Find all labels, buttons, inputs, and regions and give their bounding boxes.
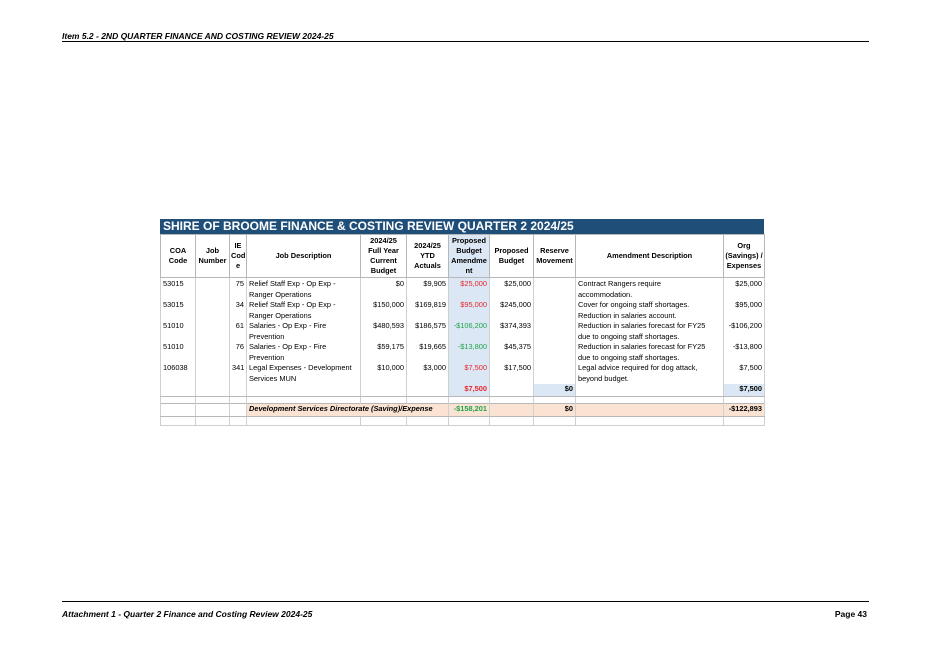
directorate-total-row (161, 404, 765, 417)
footer-rule (62, 601, 869, 602)
footer-attachment: Attachment 1 - Quarter 2 Finance and Costing Review 2024-25 (62, 609, 313, 619)
total-reserve: $0 (534, 404, 576, 417)
finance-review-sheet (160, 219, 764, 426)
coa-code-cell: 51010 (161, 321, 196, 342)
org-savings-cell: -$13,800 (724, 342, 765, 363)
ie-code-cell: 341 (230, 363, 247, 384)
reserve-movement-cell (534, 278, 576, 301)
proposed-budget-cell: $245,000 (490, 300, 534, 321)
ytd-actuals-cell: $169,819 (407, 300, 449, 321)
coa-code-cell: 53015 (161, 278, 196, 301)
page-header-title: Item 5.2 - 2ND QUARTER FINANCE AND COSTING REVIEW 2024-25 (62, 31, 334, 41)
ie-code-cell: 76 (230, 342, 247, 363)
job-number-cell (196, 342, 230, 363)
coa-code-cell: 51010 (161, 342, 196, 363)
directorate-total-label: Development Services Directorate (Saving)/Expense (247, 404, 449, 417)
amendment-cell: $95,000 (449, 300, 490, 321)
ie-code-cell: 34 (230, 300, 247, 321)
job-description-cell: Relief Staff Exp - Op Exp - Ranger Operations (247, 300, 361, 321)
org-savings-cell: $7,500 (724, 363, 765, 384)
amendment-cell: $25,000 (449, 278, 490, 301)
proposed-budget-cell: $374,393 (490, 321, 534, 342)
col-job-number: Job Number (196, 235, 230, 278)
header-rule (62, 41, 869, 42)
spacer-row (161, 397, 765, 404)
amendment-description-cell: Cover for ongoing staff shortages. Reduction in salaries account. (576, 300, 724, 321)
org-savings-cell: $25,000 (724, 278, 765, 301)
table-row (161, 363, 765, 384)
org-savings-cell: $95,000 (724, 300, 765, 321)
table-row (161, 342, 765, 363)
proposed-budget-cell: $45,375 (490, 342, 534, 363)
subtotal-reserve: $0 (534, 384, 576, 397)
job-number-cell (196, 363, 230, 384)
amendment-cell: -$13,800 (449, 342, 490, 363)
ie-code-cell: 61 (230, 321, 247, 342)
col-proposed-amendment: Proposed Budget Amendme nt (449, 235, 490, 278)
job-description-cell: Relief Staff Exp - Op Exp - Ranger Operations (247, 278, 361, 301)
proposed-budget-cell: $25,000 (490, 278, 534, 301)
sheet-title: SHIRE OF BROOME FINANCE & COSTING REVIEW QUARTER 2 2024/25 (160, 219, 764, 234)
subtotal-row (161, 384, 765, 397)
ytd-actuals-cell: $19,665 (407, 342, 449, 363)
reserve-movement-cell (534, 363, 576, 384)
col-ie-code: IE Cod e (230, 235, 247, 278)
amendment-cell: -$106,200 (449, 321, 490, 342)
finance-table (160, 234, 765, 426)
col-job-description: Job Description (247, 235, 361, 278)
ie-code-cell: 75 (230, 278, 247, 301)
col-ytd-actuals: 2024/25 YTD Actuals (407, 235, 449, 278)
coa-code-cell: 53015 (161, 300, 196, 321)
job-description-cell: Salaries - Op Exp - Fire Prevention (247, 321, 361, 342)
col-amendment-description: Amendment Description (576, 235, 724, 278)
full-year-budget-cell: $480,593 (361, 321, 407, 342)
total-org: -$122,893 (724, 404, 765, 417)
ytd-actuals-cell: $3,000 (407, 363, 449, 384)
ytd-actuals-cell: $186,575 (407, 321, 449, 342)
job-number-cell (196, 278, 230, 301)
col-coa-code: COA Code (161, 235, 196, 278)
job-number-cell (196, 300, 230, 321)
proposed-budget-cell: $17,500 (490, 363, 534, 384)
reserve-movement-cell (534, 342, 576, 363)
amendment-cell: $7,500 (449, 363, 490, 384)
coa-code-cell: 106038 (161, 363, 196, 384)
table-row (161, 278, 765, 301)
page-number: Page 43 (834, 609, 867, 619)
amendment-description-cell: Legal advice required for dog attack, beyond budget. (576, 363, 724, 384)
table-row (161, 321, 765, 342)
org-savings-cell: -$106,200 (724, 321, 765, 342)
col-proposed-budget: Proposed Budget (490, 235, 534, 278)
col-reserve-movement: Reserve Movement (534, 235, 576, 278)
job-description-cell: Legal Expenses - Development Services MUN (247, 363, 361, 384)
subtotal-org: $7,500 (724, 384, 765, 397)
ytd-actuals-cell: $9,905 (407, 278, 449, 301)
full-year-budget-cell: $10,000 (361, 363, 407, 384)
full-year-budget-cell: $59,175 (361, 342, 407, 363)
job-number-cell (196, 321, 230, 342)
header-row (161, 235, 765, 278)
col-full-year-budget: 2024/25 Full Year Current Budget (361, 235, 407, 278)
amendment-description-cell: Reduction in salaries forecast for FY25 due to ongoing staff shortages. (576, 342, 724, 363)
table-row (161, 300, 765, 321)
full-year-budget-cell: $0 (361, 278, 407, 301)
trailing-row (161, 417, 765, 426)
reserve-movement-cell (534, 300, 576, 321)
subtotal-amendment: $7,500 (449, 384, 490, 397)
col-org-savings-expenses: Org (Savings) / Expenses (724, 235, 765, 278)
amendment-description-cell: Contract Rangers require accommodation. (576, 278, 724, 301)
amendment-description-cell: Reduction in salaries forecast for FY25 due to ongoing staff shortages. (576, 321, 724, 342)
reserve-movement-cell (534, 321, 576, 342)
total-amendment: -$158,201 (449, 404, 490, 417)
job-description-cell: Salaries - Op Exp - Fire Prevention (247, 342, 361, 363)
full-year-budget-cell: $150,000 (361, 300, 407, 321)
